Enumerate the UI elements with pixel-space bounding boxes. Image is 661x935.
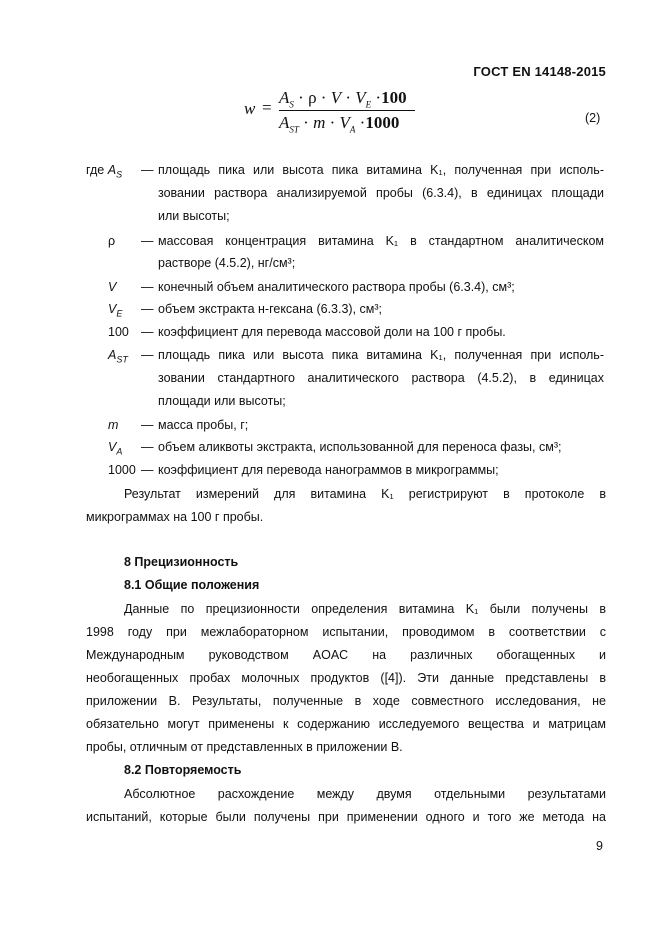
symbol: V [108, 280, 117, 294]
dash: — [141, 163, 154, 177]
symbol: 100 [108, 325, 129, 339]
dash: — [141, 325, 154, 339]
definition-text: конечный объем аналитического раствора пробы (6.3.4), см³; [158, 280, 515, 294]
definition-text: объем аликвоты экстракта, использованной для переноса фазы, см³; [158, 440, 562, 454]
definition-text: зовании стандартного аналитического раствора (4.5.2), в единицах [158, 371, 604, 385]
dash: — [141, 348, 154, 362]
where-intro: где $A_S$ [86, 163, 123, 180]
paragraph-line: Данные по прецизионности определения витамина K₁ были получены в [124, 602, 606, 616]
definition-text: площади или высоты; [158, 394, 286, 408]
definition-text: площадь пика или высота пика витамина K₁, полученная при исполь- [158, 163, 604, 177]
formula-number: (2) [585, 111, 601, 125]
definition-text: площадь пика или высота пика витамина K₁, полученная при исполь- [158, 348, 604, 362]
formula-lhs: w [244, 99, 256, 118]
formula-denominator: $A_{ST} \cdot m \cdot V_A \cdot 1000$ [279, 113, 400, 135]
formula-equals: = [262, 98, 272, 117]
definition-text: растворе (4.5.2), нг/см³; [158, 256, 296, 270]
definition-text: зовании раствора анализируемой пробы (6.3.4), в единицах площади [158, 186, 604, 200]
paragraph-line: Абсолютное расхождение между двумя отдельными результатами [124, 787, 606, 801]
symbol: m [108, 418, 119, 432]
paragraph-line: испытаний, которые были получены при применении одного и того же метода на [86, 810, 606, 824]
definition-text: коэффициент для перевода массовой доли на 100 г пробы. [158, 325, 506, 339]
paragraph-line: 1998 году при межлабораторном испытании, проводимом в соответствии с [86, 625, 606, 639]
dash: — [141, 440, 154, 454]
symbol: 1000 [108, 463, 136, 477]
dash: — [141, 302, 154, 316]
dash: — [141, 463, 154, 477]
subsection-heading: 8.2 Повторяемость [124, 763, 242, 777]
symbol: $A_{ST}$ [108, 348, 128, 365]
dash: — [141, 418, 154, 432]
result-paragraph-line: микрограммах на 100 г пробы. [86, 510, 264, 524]
fraction-bar [279, 110, 415, 111]
formula-numerator: $A_S \cdot \rho \cdot V \cdot V_E \cdot 100$ [279, 88, 407, 110]
definition-text: массовая концентрация витамина K₁ в стандартном аналитическом [158, 234, 604, 248]
result-paragraph-line: Результат измерений для витамина K₁ регистрируют в протоколе в [124, 487, 606, 501]
paragraph-line: приложении В. Результаты, полученные в ходе совместного исследования, не [86, 694, 606, 708]
paragraph-line: пробы, отличным от представленных в приложении В. [86, 740, 403, 754]
definition-text: масса пробы, г; [158, 418, 249, 432]
page-number: 9 [596, 839, 603, 853]
definition-text: или высоты; [158, 209, 230, 223]
subsection-heading: 8.1 Общие положения [124, 578, 260, 592]
symbol: ρ [108, 234, 116, 248]
paragraph-line: необогащенных пробах молочных продуктов ([4]). Эти данные представлены в [86, 671, 606, 685]
document-code: ГОСТ EN 14148-2015 [473, 64, 606, 79]
symbol: $V_A$ [108, 440, 123, 457]
definition-text: объем экстракта н-гексана (6.3.3), см³; [158, 302, 383, 316]
dash: — [141, 280, 154, 294]
symbol: $V_E$ [108, 302, 123, 319]
section-heading: 8 Прецизионность [124, 555, 239, 569]
paragraph-line: Международным руководством AOAC на различных обогащенных и [86, 648, 606, 662]
paragraph-line: обязательно могут применены к содержанию исследуемого вещества и матрицам [86, 717, 606, 731]
dash: — [141, 234, 154, 248]
definition-text: коэффициент для перевода нанограммов в микрограммы; [158, 463, 499, 477]
